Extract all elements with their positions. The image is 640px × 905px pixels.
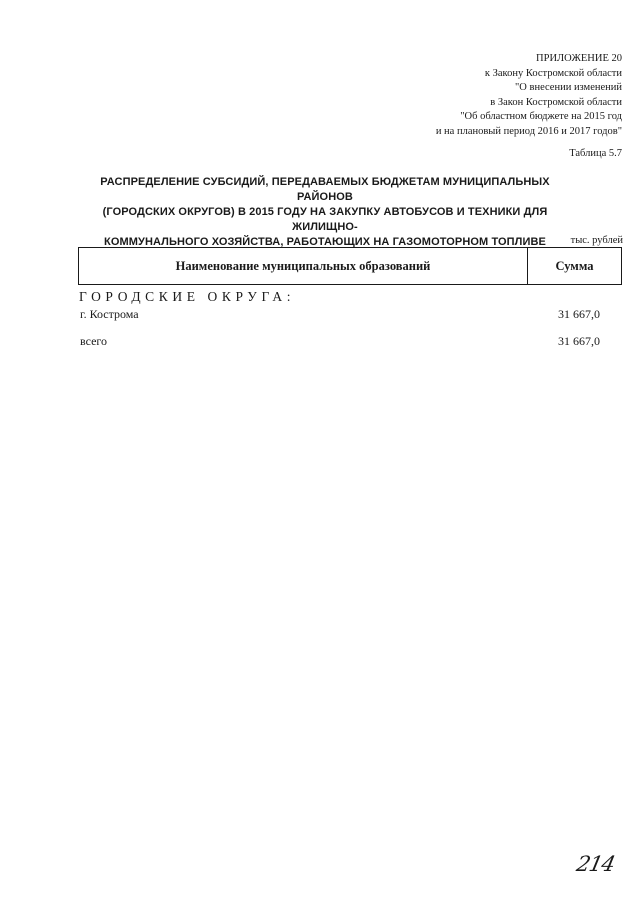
total-sum: 31 667,0 bbox=[558, 334, 600, 348]
attachment-line: и на плановый период 2016 и 2017 годов" bbox=[435, 125, 622, 137]
row-sum: 31 667,0 bbox=[558, 307, 600, 321]
table-header bbox=[78, 247, 622, 285]
header-name-cell: Наименование муниципальных образований bbox=[79, 248, 528, 284]
group-label: ГОРОДСКИЕ ОКРУГА: bbox=[79, 289, 296, 304]
attachment-line: "Об областном бюджете на 2015 год bbox=[460, 111, 622, 122]
attachment-line: к Закону Костромской области bbox=[484, 67, 622, 79]
page-number: 214 bbox=[574, 852, 617, 876]
total-label: всего bbox=[80, 334, 108, 348]
total-row bbox=[80, 334, 600, 349]
attachment-line: "О внесении изменений bbox=[515, 82, 622, 93]
units-label: тыс. рублей bbox=[570, 235, 623, 246]
attachment-line: в Закон Костромской области bbox=[490, 96, 622, 108]
title-line: (ГОРОДСКИХ ОКРУГОВ) В 2015 ГОДУ НА ЗАКУПКУ АВТОБУСОВ И ТЕХНИКИ ДЛЯ ЖИЛИЩНО- bbox=[102, 206, 548, 233]
table-row bbox=[80, 307, 600, 322]
attachment-line: ПРИЛОЖЕНИЕ 20 bbox=[536, 53, 622, 64]
title-line: РАСПРЕДЕЛЕНИЕ СУБСИДИЙ, ПЕРЕДАВАЕМЫХ БЮДЖЕТАМ МУНИЦИПАЛЬНЫХ РАЙОНОВ bbox=[100, 176, 550, 203]
attachment-header bbox=[436, 52, 622, 139]
header-sum-cell: Сумма bbox=[555, 258, 594, 273]
document-title bbox=[90, 175, 560, 250]
table-number: Таблица 5.7 bbox=[569, 148, 622, 159]
row-name: г. Кострома bbox=[80, 307, 139, 321]
title-line: КОММУНАЛЬНОГО ХОЗЯЙСТВА, РАБОТАЮЩИХ НА ГАЗОМОТОРНОМ ТОПЛИВЕ bbox=[104, 236, 546, 248]
